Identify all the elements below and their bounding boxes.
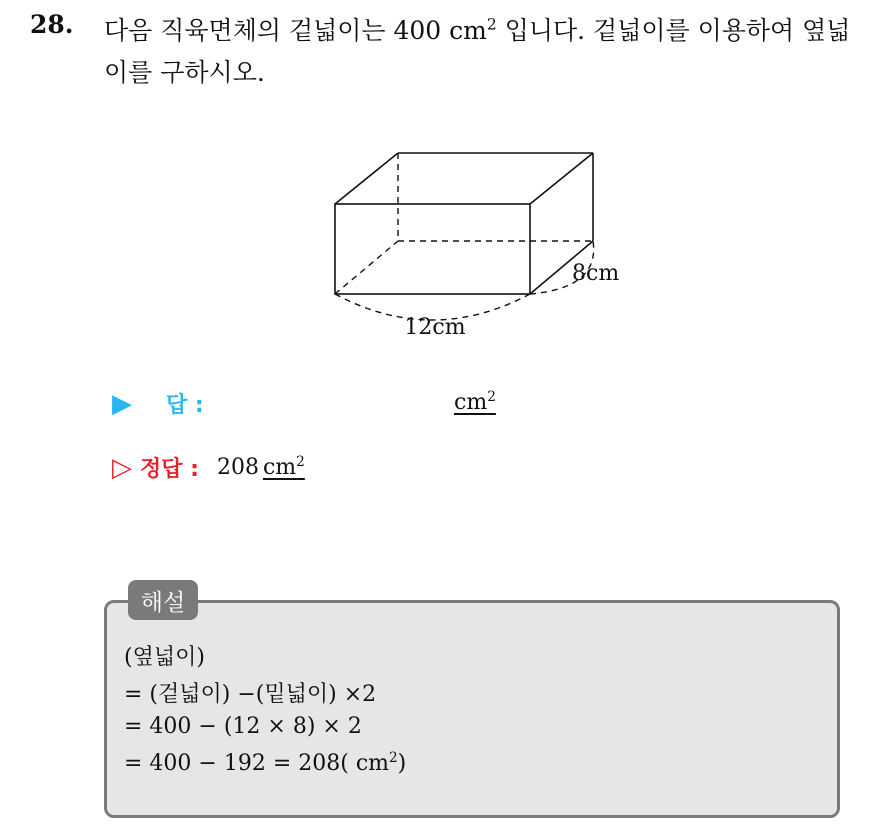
explanation-line-4-main: = 400 − 192 = 208( cm: [124, 751, 389, 776]
answer-unit-text: cm: [454, 390, 488, 415]
cuboid-hidden-depth-edge: [335, 241, 398, 294]
explanation-line-4-superscript: 2: [389, 749, 398, 766]
question-text-part2: 입니다. 겉넓이를 이용하여 옆넓이를 구하시오.: [104, 16, 851, 87]
question-text-part1: 다음 직육면체의 겉넓이는 400 cm: [104, 16, 487, 45]
label-depth: 8cm: [572, 261, 620, 286]
question-number: 28.: [30, 10, 74, 39]
explanation-tag: 해설: [128, 580, 198, 620]
cuboid-figure: [320, 140, 660, 354]
explanation-box: [104, 600, 840, 818]
answer-arrow-icon: ▶: [112, 388, 132, 419]
explanation-line-4: [124, 751, 406, 776]
question-text-superscript: 2: [486, 15, 497, 34]
cuboid-top-left-edge: [335, 153, 398, 204]
correct-answer-label: 정답 :: [140, 457, 199, 482]
correct-answer-arrow-icon: ▷: [112, 452, 132, 483]
answer-unit-superscript: 2: [487, 388, 496, 405]
explanation-line-4-end: ): [397, 751, 407, 776]
label-length: 12cm: [404, 315, 466, 340]
explanation-line-3: = 400 − (12 × 8) × 2: [124, 714, 362, 739]
correct-answer-unit-superscript: 2: [296, 453, 305, 470]
correct-answer-unit: [263, 455, 305, 480]
cuboid-svg: [320, 140, 660, 350]
correct-answer-row: [112, 452, 305, 483]
answer-unit: [454, 390, 496, 415]
answer-row: [112, 388, 204, 419]
answer-label: 답 :: [166, 393, 204, 418]
question-text: [104, 10, 874, 94]
explanation-line-1: (옆넓이): [124, 645, 205, 670]
correct-answer-value: 208: [216, 455, 259, 480]
explanation-line-2: = (겉넓이) −(밑넓이) ×2: [124, 682, 377, 707]
cuboid-front-face: [335, 204, 530, 294]
cuboid-top-right-edge: [530, 153, 593, 204]
correct-answer-unit-text: cm: [262, 455, 297, 480]
